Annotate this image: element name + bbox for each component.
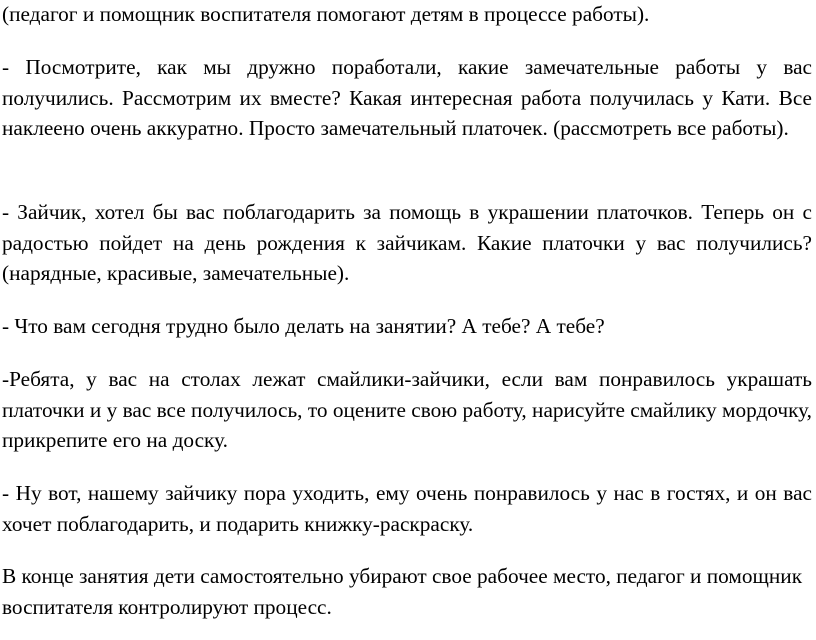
paragraph-end-of-lesson: В конце занятия дети самостоятельно убирают свое рабочее место, педагог и помощник воспитателя контролируют процесс. xyxy=(2,564,803,619)
paragraph-smiley-evaluation: -Ребята, у вас на столах лежат смайлики-зайчики, если вам понравилось украшать платочки и у вас все получилось, то оцените свою работу, нарисуйте смайлику мордочку, прикрепите его на доску. xyxy=(2,367,812,452)
paragraph-bunny-thanks: - Зайчик, хотел бы вас поблагодарить за помощь в украшении платочков. Теперь он с радостью пойдет на день рождения к зайчикам. Какие платочки у вас получились? (нарядные, красивые, замечательные). xyxy=(2,200,812,285)
paragraph-bunny-leaves: - Ну вот, нашему зайчику пора уходить, ему очень понравилось у нас в гостях, и он вас хочет поблагодарить, и подарить книжку-раскраску. xyxy=(2,481,812,536)
paragraph-look-at-works: - Посмотрите, как мы дружно поработали, какие замечательные работы у вас получились. Рассмотрим их вместе? Какая интересная работа получилась у Кати. Все наклеено очень аккуратно. Просто замечательный платочек. (рассмотреть все работы). xyxy=(2,55,812,140)
paragraph-what-was-hard: - Что вам сегодня трудно было делать на занятии? А тебе? А тебе? xyxy=(2,314,605,338)
paragraph-teacher-helps: (педагог и помощник воспитателя помогают детям в процессе работы). xyxy=(2,2,650,26)
